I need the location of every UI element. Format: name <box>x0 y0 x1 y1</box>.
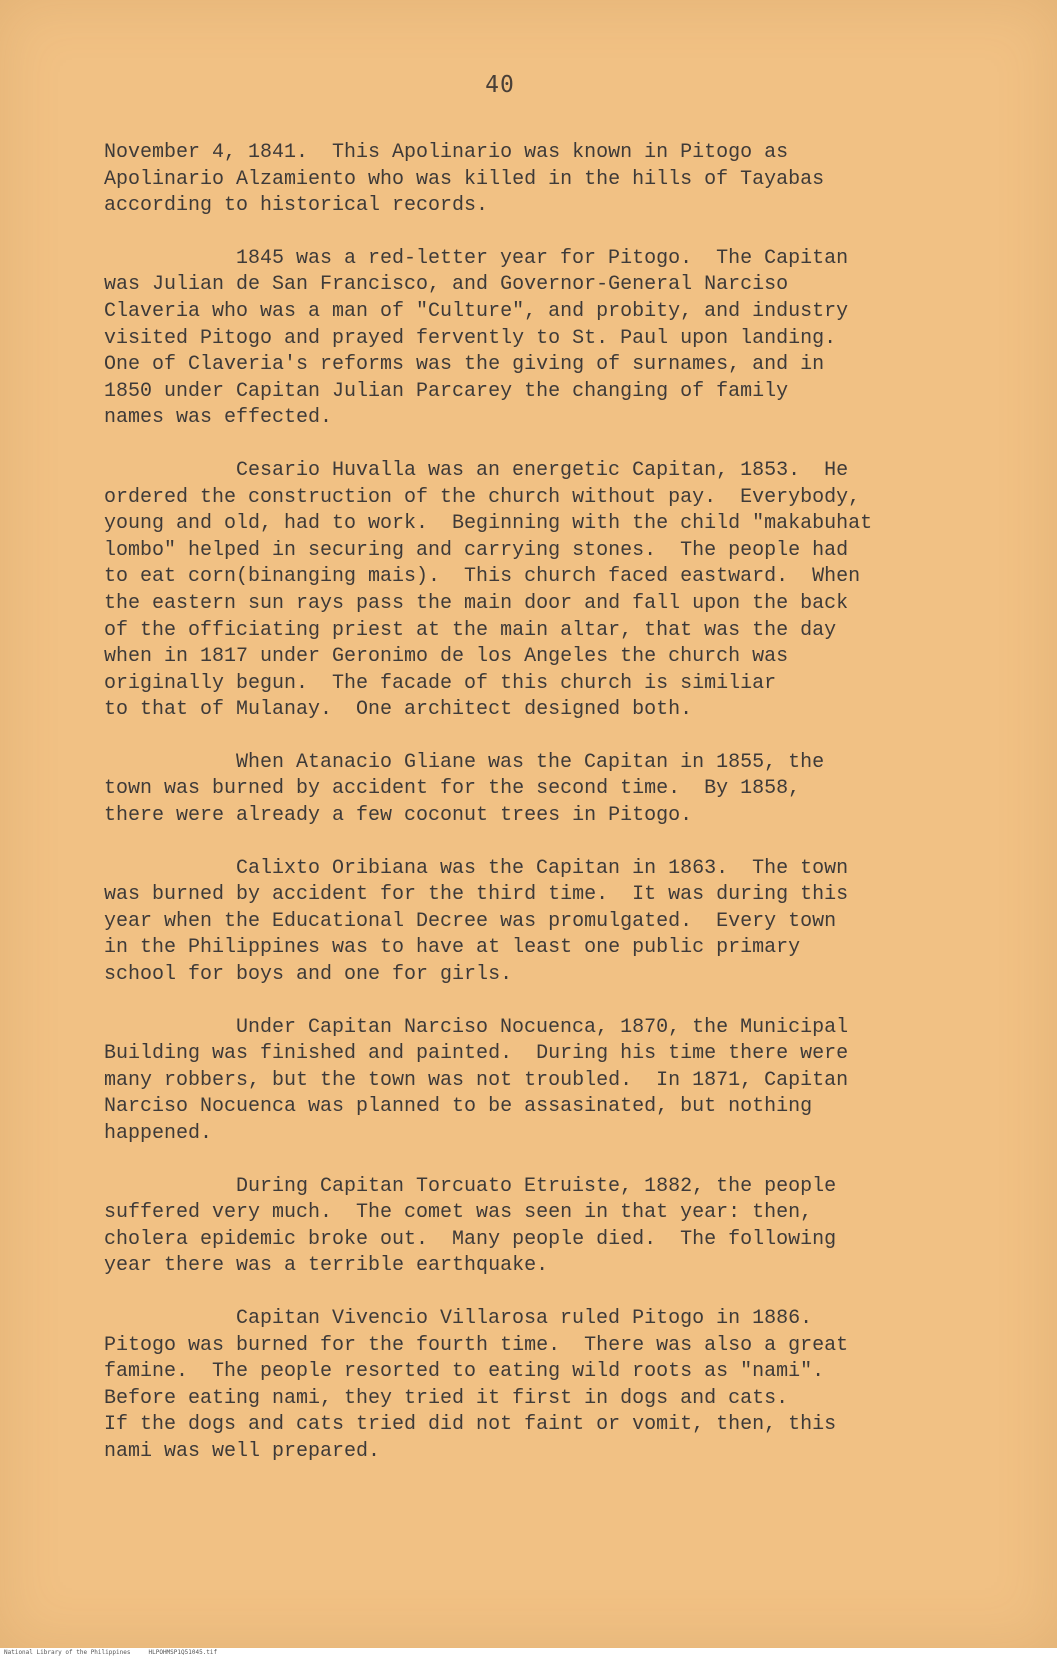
text-line: November 4, 1841. This Apolinario was known in Pitogo as <box>104 141 789 164</box>
text-line: famine. The people resorted to eating wild roots as "nami". <box>104 1360 825 1384</box>
text-line: Before eating nami, they tried it first in dogs and cats. <box>104 1386 789 1410</box>
paragraph-2 <box>104 246 1004 432</box>
text-line: names was effected. <box>104 406 333 430</box>
text-line: When Atanacio Gliane was the Capitan in 1855, the <box>236 750 825 774</box>
page-number: 40 <box>485 72 515 98</box>
text-line: lombo" helped in securing and carrying stones. The people had <box>104 538 849 562</box>
text-line: Cesario Huvalla was an energetic Capitan, 1853. He <box>236 458 849 482</box>
text-line: ordered the construction of the church without pay. Everybody, <box>104 485 861 509</box>
text-line: cholera epidemic broke out. Many people died. The following <box>104 1227 837 1251</box>
paragraph-6 <box>104 1015 1004 1148</box>
text-line: year when the Educational Decree was promulgated. Every town <box>104 909 837 933</box>
text-line: 1850 under Capitan Julian Parcarey the changing of family <box>104 379 789 403</box>
text-line: was Julian de San Francisco, and Governor-General Narciso <box>104 273 789 297</box>
text-line: Calixto Oribiana was the Capitan in 1863. The town <box>236 856 849 880</box>
text-line: there were already a few coconut trees in Pitogo. <box>104 804 693 828</box>
text-line: in the Philippines was to have at least one public primary <box>104 936 801 960</box>
text-line: according to historical records. <box>104 194 489 218</box>
text-line: Claveria who was a man of "Culture", and probity, and industry <box>104 299 849 323</box>
paragraph-5 <box>104 856 1004 989</box>
text-line: During Capitan Torcuato Etruiste, 1882, the people <box>236 1174 837 1198</box>
paragraph-8 <box>104 1306 1004 1466</box>
text-line: school for boys and one for girls. <box>104 963 513 987</box>
paragraph-4 <box>104 750 1004 830</box>
text-line: One of Claveria's reforms was the giving of surnames, and in <box>104 353 825 377</box>
text-line: was burned by accident for the third time. It was during this <box>104 883 849 907</box>
text-line: If the dogs and cats tried did not faint or vomit, then, this <box>104 1413 837 1437</box>
text-line: year there was a terrible earthquake. <box>104 1254 549 1278</box>
text-line: originally begun. The facade of this church is similiar <box>104 671 777 695</box>
text-line: nami was well prepared. <box>104 1439 381 1463</box>
scan-footer: National Library of the Philippines HLPOHMSP1Q51045.tif <box>0 1648 1057 1658</box>
paragraph-3 <box>104 458 1004 724</box>
document-body <box>104 140 1004 1492</box>
text-line: Narciso Nocuenca was planned to be assasinated, but nothing <box>104 1095 813 1119</box>
text-line: suffered very much. The comet was seen in that year: then, <box>104 1201 813 1225</box>
text-line: when in 1817 under Geronimo de los Angeles the church was <box>104 645 789 669</box>
text-line: Building was finished and painted. During his time there were <box>104 1042 849 1066</box>
text-line: happened. <box>104 1122 213 1145</box>
text-line: Apolinario Alzamiento who was killed in the hills of Tayabas <box>104 167 825 191</box>
text-line: to that of Mulanay. One architect designed both. <box>104 698 693 722</box>
text-line: town was burned by accident for the second time. By 1858, <box>104 777 801 801</box>
text-line: visited Pitogo and prayed fervently to St. Paul upon landing. <box>104 326 837 350</box>
text-line: Pitogo was burned for the fourth time. There was also a great <box>104 1333 849 1357</box>
text-line: 1845 was a red-letter year for Pitogo. The Capitan <box>236 246 849 270</box>
text-line: many robbers, but the town was not troubled. In 1871, Capitan <box>104 1068 849 1092</box>
text-line: Under Capitan Narciso Nocuenca, 1870, the Municipal <box>236 1015 849 1039</box>
text-line: the eastern sun rays pass the main door and fall upon the back <box>104 591 849 615</box>
paragraph-1 <box>104 140 1004 220</box>
text-line: Capitan Vivencio Villarosa ruled Pitogo in 1886. <box>236 1306 813 1330</box>
text-line: to eat corn(binanging mais). This church faced eastward. When <box>104 565 861 589</box>
text-line: of the officiating priest at the main altar, that was the day <box>104 618 837 642</box>
paragraph-7 <box>104 1174 1004 1280</box>
text-line: young and old, had to work. Beginning with the child "makabuhat <box>104 512 873 536</box>
